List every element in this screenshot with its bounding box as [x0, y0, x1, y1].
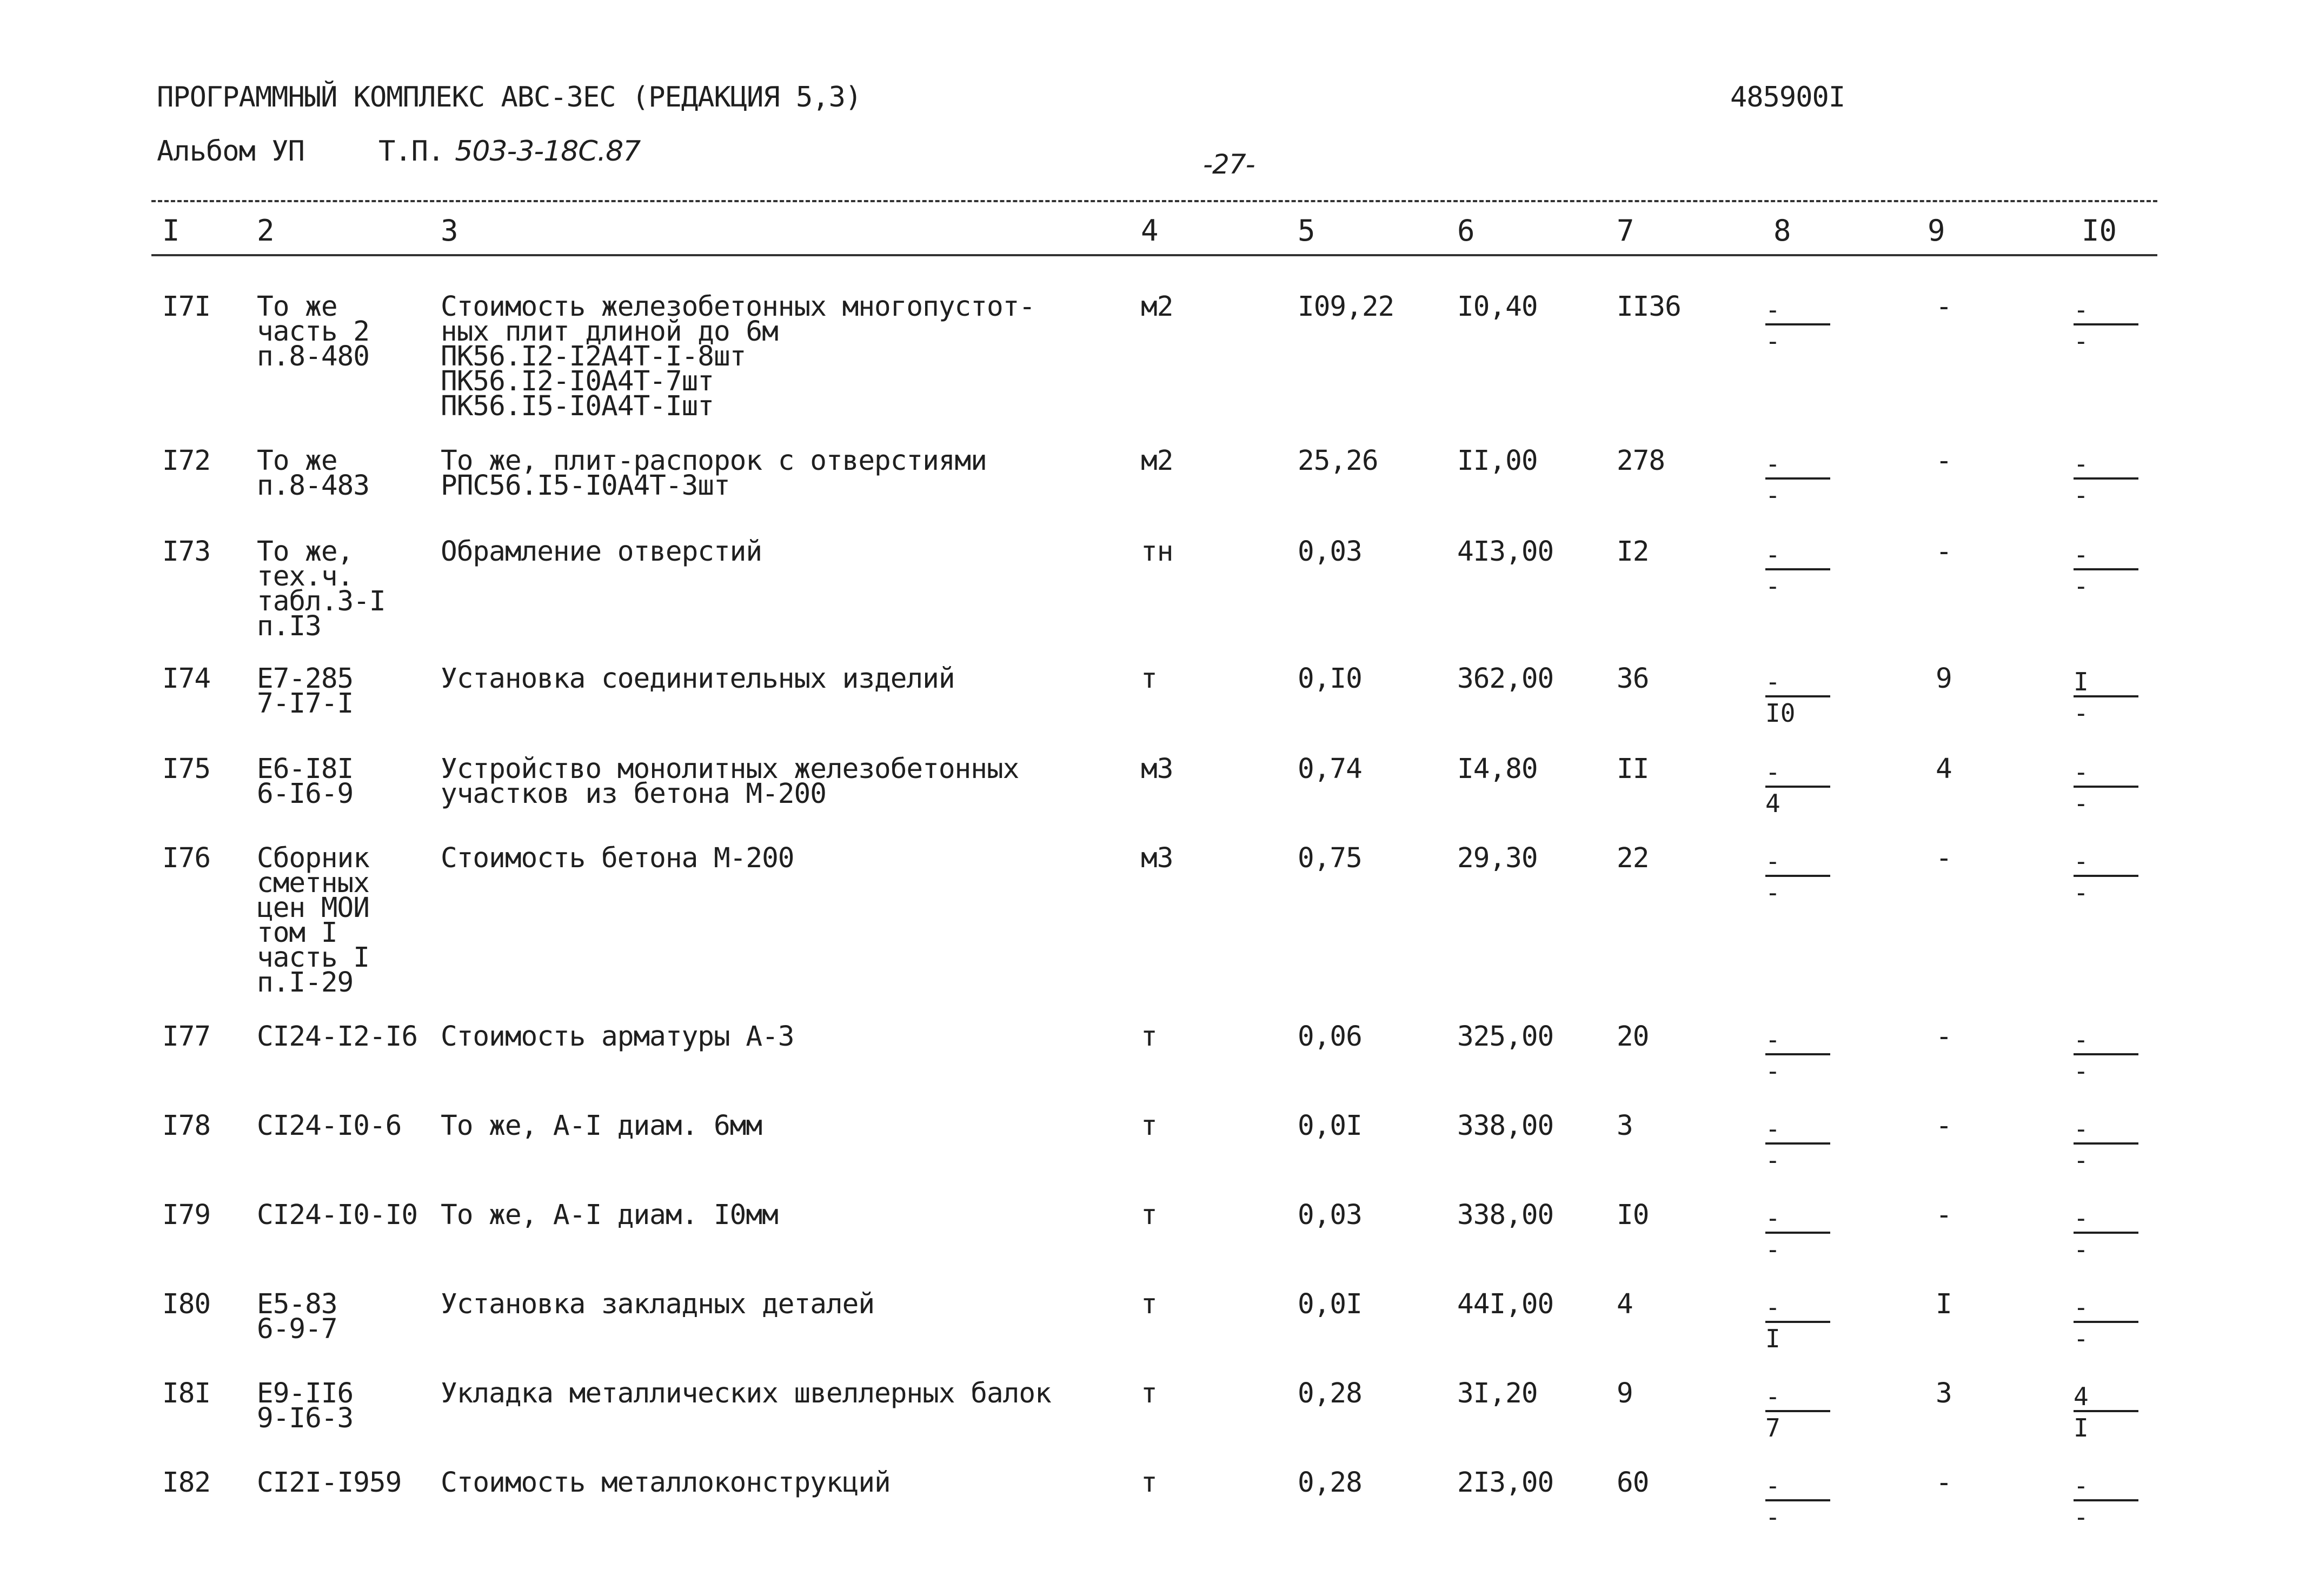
column-8-fraction-bar	[1765, 1053, 1830, 1055]
tp-reference	[378, 135, 640, 168]
column-10-fraction	[2074, 849, 2138, 908]
unit-of-measure: т	[1141, 1021, 1157, 1053]
column-8-fraction-bar	[1765, 1142, 1830, 1145]
column-8-fraction-bar	[1765, 786, 1830, 788]
norm-reference	[257, 1199, 418, 1231]
quantity: 0,75	[1298, 842, 1362, 874]
column-9-value: I	[1936, 1288, 1952, 1320]
total-cost: 20	[1617, 1021, 1649, 1053]
quantity: 0,28	[1298, 1378, 1362, 1409]
column-10-fraction-numerator: I	[2074, 667, 2089, 696]
work-description-line: РПС56.I5-I0А4Т-3шт	[441, 470, 730, 502]
norm-reference	[257, 445, 369, 502]
total-cost: I2	[1617, 536, 1649, 568]
unit-of-measure: м3	[1141, 842, 1173, 874]
column-10-fraction-numerator: -	[2074, 847, 2089, 876]
column-8-fraction-bar	[1765, 568, 1830, 570]
column-8-fraction	[1765, 757, 1830, 819]
norm-reference	[257, 1110, 402, 1142]
norm-reference-line: СI24-I0-I0	[257, 1199, 418, 1231]
norm-reference-line: п.I-29	[257, 967, 354, 999]
tp-value: 503-3-18С.87	[455, 135, 641, 168]
column-10-fraction-numerator: -	[2074, 1293, 2089, 1322]
column-9-value: 3	[1936, 1378, 1952, 1409]
column-8-fraction	[1765, 1203, 1830, 1265]
row-number: I73	[162, 536, 211, 568]
norm-reference-line: То же	[257, 291, 337, 323]
column-8-fraction-numerator: -	[1765, 757, 1780, 787]
column-8-fraction-numerator: -	[1765, 295, 1780, 324]
column-9-value: -	[1936, 842, 1952, 874]
unit-price: I0,40	[1457, 291, 1538, 323]
column-header-6: 6	[1457, 214, 1475, 248]
column-header-4: 4	[1141, 214, 1159, 248]
column-10-fraction-bar	[2074, 1499, 2138, 1501]
column-8-fraction-bar	[1765, 1499, 1830, 1501]
work-description	[441, 842, 794, 874]
quantity: 25,26	[1298, 445, 1378, 477]
column-8-fraction-numerator: -	[1765, 1382, 1780, 1411]
work-description	[441, 536, 762, 568]
total-cost: 3	[1617, 1110, 1633, 1142]
column-10-fraction-numerator: -	[2074, 295, 2089, 324]
column-8-fraction-bar	[1765, 1410, 1830, 1412]
work-description	[441, 291, 1035, 422]
norm-reference-line: том I	[257, 917, 337, 949]
column-10-fraction-numerator: -	[2074, 1203, 2089, 1233]
row-number: I80	[162, 1288, 211, 1320]
work-description-line: То же, плит-распорок с отверстиями	[441, 445, 987, 477]
unit-of-measure: т	[1141, 1199, 1157, 1231]
column-header-8: 8	[1773, 214, 1791, 248]
column-8-fraction-numerator: -	[1765, 540, 1780, 569]
column-header-2: 2	[257, 214, 275, 248]
norm-reference-line: СI24-I0-6	[257, 1110, 402, 1142]
column-8-fraction	[1765, 849, 1830, 908]
column-10-fraction-denominator: -	[2074, 789, 2089, 818]
column-10-fraction-denominator: -	[2074, 1056, 2089, 1086]
norm-reference-line: тех.ч.	[257, 561, 354, 593]
column-10-fraction	[2074, 451, 2138, 511]
column-8-fraction-bar	[1765, 1232, 1830, 1234]
column-8-fraction	[1765, 1295, 1830, 1354]
column-10-fraction	[2074, 1203, 2138, 1265]
column-9-value: -	[1936, 1110, 1952, 1142]
column-10-fraction-bar	[2074, 786, 2138, 788]
column-10-fraction-numerator: -	[2074, 1114, 2089, 1143]
column-10-fraction-bar	[2074, 1321, 2138, 1323]
work-description-line: Обрамление отверстий	[441, 536, 762, 568]
unit-price: 362,00	[1457, 663, 1554, 695]
unit-of-measure: т	[1141, 1467, 1157, 1499]
column-8-fraction-denominator: -	[1765, 1056, 1780, 1086]
work-description-line: Стоимость железобетонных многопустот-	[441, 291, 1035, 323]
column-8-fraction-bar	[1765, 323, 1830, 325]
quantity: 0,0I	[1298, 1110, 1362, 1142]
row-number: I77	[162, 1021, 211, 1053]
norm-reference-line: п.8-480	[257, 341, 369, 373]
column-10-fraction-bar	[2074, 1232, 2138, 1234]
row-number: I8I	[162, 1378, 211, 1409]
album-label: Альбом УП	[157, 135, 304, 168]
column-10-fraction-bar	[2074, 568, 2138, 570]
column-10-fraction-bar	[2074, 323, 2138, 325]
column-9-value: 9	[1936, 663, 1952, 695]
column-8-fraction-numerator: -	[1765, 1471, 1780, 1500]
unit-price: 325,00	[1457, 1021, 1554, 1053]
row-number: I74	[162, 663, 211, 695]
quantity: 0,28	[1298, 1467, 1362, 1499]
column-8-fraction	[1765, 1384, 1830, 1444]
work-description-line: ПК56.I2-I0А4Т-7шт	[441, 365, 714, 397]
unit-of-measure: м2	[1141, 291, 1173, 323]
column-10-fraction-bar	[2074, 1410, 2138, 1412]
work-description	[441, 753, 1019, 810]
column-8-fraction-denominator: -	[1765, 327, 1780, 356]
tp-label: Т.П.	[378, 135, 444, 168]
unit-of-measure: м2	[1141, 445, 1173, 477]
column-10-fraction-bar	[2074, 1142, 2138, 1145]
column-10-fraction-denominator: -	[2074, 327, 2089, 356]
column-10-fraction-bar	[2074, 875, 2138, 877]
column-8-fraction-denominator: 7	[1765, 1413, 1780, 1442]
norm-reference	[257, 1021, 418, 1053]
column-8-fraction-numerator: -	[1765, 1293, 1780, 1322]
column-9-value: -	[1936, 1199, 1952, 1231]
column-8-fraction-denominator: -	[1765, 1235, 1780, 1264]
column-10-fraction	[2074, 1027, 2138, 1087]
column-header-1: I	[162, 214, 180, 248]
work-description-line: То же, А-I диам. I0мм	[441, 1199, 778, 1231]
work-description	[441, 1378, 1051, 1409]
document-title: ПРОГРАММНЫЙ КОМПЛЕКС АВС-ЗЕС (РЕДАКЦИЯ 5,3)	[157, 81, 862, 114]
unit-of-measure: тн	[1141, 536, 1173, 568]
column-8-fraction-denominator: -	[1765, 878, 1780, 907]
work-description	[441, 445, 987, 502]
work-description-line: ПК56.I5-I0А4Т-Iшт	[441, 390, 714, 422]
row-number: I79	[162, 1199, 211, 1231]
total-cost: 278	[1617, 445, 1665, 477]
column-10-fraction-denominator: -	[2074, 1324, 2089, 1353]
column-8-fraction-bar	[1765, 875, 1830, 877]
column-10-fraction	[2074, 1295, 2138, 1354]
column-10-fraction-denominator: -	[2074, 571, 2089, 601]
column-9-value: -	[1936, 536, 1952, 568]
column-header-5: 5	[1298, 214, 1315, 248]
norm-reference	[257, 1378, 354, 1434]
row-number: I82	[162, 1467, 211, 1499]
column-9-value: -	[1936, 445, 1952, 477]
quantity: 0,0I	[1298, 1288, 1362, 1320]
column-8-fraction-numerator: -	[1765, 847, 1780, 876]
column-10-fraction	[2074, 1473, 2138, 1533]
unit-price: 338,00	[1457, 1199, 1554, 1231]
work-description-line: ных плит длиной до 6м	[441, 316, 778, 348]
norm-reference	[257, 1467, 402, 1499]
unit-price: 3I,20	[1457, 1378, 1538, 1409]
work-description	[441, 663, 955, 695]
unit-price: 338,00	[1457, 1110, 1554, 1142]
header-rule	[151, 254, 2157, 256]
column-8-fraction	[1765, 1116, 1830, 1176]
quantity: 0,06	[1298, 1021, 1362, 1053]
norm-reference-line: Е6-I8I	[257, 753, 354, 785]
column-8-fraction	[1765, 669, 1830, 729]
quantity: 0,I0	[1298, 663, 1362, 695]
document-code: 485900I	[1730, 81, 1845, 114]
work-description	[441, 1110, 762, 1142]
column-8-fraction-denominator: 4	[1765, 789, 1780, 818]
column-10-fraction-bar	[2074, 695, 2138, 697]
total-cost: 36	[1617, 663, 1649, 695]
norm-reference	[257, 663, 354, 720]
column-10-fraction-bar	[2074, 1053, 2138, 1055]
column-8-fraction	[1765, 1027, 1830, 1087]
norm-reference-line: Е9-II6	[257, 1378, 354, 1409]
work-description	[441, 1021, 794, 1053]
column-10-fraction-denominator: -	[2074, 699, 2089, 728]
column-8-fraction-denominator: -	[1765, 481, 1780, 510]
norm-reference-line: часть 2	[257, 316, 369, 348]
column-header-10: I0	[2082, 214, 2117, 248]
column-8-fraction-numerator: -	[1765, 1025, 1780, 1054]
column-10-fraction-denominator: -	[2074, 1146, 2089, 1175]
work-description-line: Установка соединительных изделий	[441, 663, 955, 695]
column-10-fraction	[2074, 1384, 2138, 1444]
work-description-line: Стоимость бетона М-200	[441, 842, 794, 874]
page-number: -27-	[1203, 149, 1255, 180]
row-number: I75	[162, 753, 211, 785]
row-number: I78	[162, 1110, 211, 1142]
norm-reference-line: п.I3	[257, 610, 321, 642]
unit-price: 29,30	[1457, 842, 1538, 874]
work-description	[441, 1199, 778, 1231]
column-header-3: 3	[441, 214, 459, 248]
work-description-line: участков из бетона М-200	[441, 778, 826, 810]
column-8-fraction-denominator: -	[1765, 1146, 1780, 1175]
norm-reference-line: п.8-483	[257, 470, 369, 502]
column-10-fraction	[2074, 1116, 2138, 1176]
row-number: I7I	[162, 291, 211, 323]
quantity: 0,74	[1298, 753, 1362, 785]
norm-reference-line: То же,	[257, 536, 354, 568]
work-description-line: Стоимость металлоконструкций	[441, 1467, 891, 1499]
column-10-fraction	[2074, 669, 2138, 729]
unit-price: 44I,00	[1457, 1288, 1554, 1320]
norm-reference-line: цен МОИ	[257, 892, 369, 924]
total-cost: II36	[1617, 291, 1681, 323]
column-9-value: 4	[1936, 753, 1952, 785]
norm-reference-line: табл.3-I	[257, 586, 386, 617]
unit-of-measure: м3	[1141, 753, 1173, 785]
work-description-line: ПК56.I2-I2А4Т-I-8шт	[441, 341, 746, 373]
norm-reference	[257, 291, 369, 373]
unit-of-measure: т	[1141, 1110, 1157, 1142]
norm-reference-line: 6-9-7	[257, 1313, 337, 1345]
quantity: 0,03	[1298, 536, 1362, 568]
column-10-fraction	[2074, 542, 2138, 602]
column-10-fraction-numerator: -	[2074, 757, 2089, 787]
norm-reference-line: 6-I6-9	[257, 778, 354, 810]
column-10-fraction-denominator: -	[2074, 1502, 2089, 1532]
work-description-line: Стоимость арматуры А-3	[441, 1021, 794, 1053]
column-8-fraction-denominator: -	[1765, 1502, 1780, 1532]
total-cost: 22	[1617, 842, 1649, 874]
unit-of-measure: т	[1141, 1288, 1157, 1320]
column-8-fraction-numerator: -	[1765, 667, 1780, 696]
row-number: I76	[162, 842, 211, 874]
norm-reference	[257, 536, 386, 642]
column-10-fraction-denominator: -	[2074, 1235, 2089, 1264]
column-10-fraction-denominator: -	[2074, 481, 2089, 510]
total-cost: 4	[1617, 1288, 1633, 1320]
column-8-fraction-numerator: -	[1765, 1114, 1780, 1143]
unit-of-measure: т	[1141, 1378, 1157, 1409]
work-description-line: То же, А-I диам. 6мм	[441, 1110, 762, 1142]
column-10-fraction	[2074, 757, 2138, 819]
column-8-fraction-denominator: -	[1765, 571, 1780, 601]
column-header-7: 7	[1617, 214, 1634, 248]
column-10-fraction	[2074, 297, 2138, 357]
norm-reference-line: часть I	[257, 942, 369, 974]
column-10-fraction-numerator: -	[2074, 449, 2089, 478]
row-number: I72	[162, 445, 211, 477]
norm-reference-line: 9-I6-3	[257, 1402, 354, 1434]
column-10-fraction-denominator: I	[2074, 1413, 2089, 1442]
column-8-fraction-denominator: I	[1765, 1324, 1780, 1353]
unit-of-measure: т	[1141, 663, 1157, 695]
column-8-fraction-bar	[1765, 477, 1830, 480]
norm-reference-line: 7-I7-I	[257, 688, 354, 720]
norm-reference-line: То же	[257, 445, 337, 477]
total-cost: 60	[1617, 1467, 1649, 1499]
unit-price: 4I3,00	[1457, 536, 1554, 568]
total-cost: II	[1617, 753, 1649, 785]
quantity: I09,22	[1298, 291, 1394, 323]
unit-price: I4,80	[1457, 753, 1538, 785]
column-10-fraction-numerator: 4	[2074, 1382, 2089, 1411]
column-8-fraction	[1765, 297, 1830, 357]
column-8-fraction-numerator: -	[1765, 1203, 1780, 1233]
column-8-fraction	[1765, 451, 1830, 511]
norm-reference	[257, 842, 369, 999]
column-8-fraction-bar	[1765, 695, 1830, 697]
norm-reference-line: СI24-I2-I6	[257, 1021, 418, 1053]
unit-price: II,00	[1457, 445, 1538, 477]
column-9-value: -	[1936, 1467, 1952, 1499]
work-description-line: Укладка металлических швеллерных балок	[441, 1378, 1051, 1409]
work-description-line: Установка закладных деталей	[441, 1288, 875, 1320]
unit-price: 2I3,00	[1457, 1467, 1554, 1499]
column-10-fraction-bar	[2074, 477, 2138, 480]
norm-reference-line: Е7-285	[257, 663, 354, 695]
column-10-fraction-numerator: -	[2074, 540, 2089, 569]
norm-reference-line: сметных	[257, 867, 369, 899]
column-8-fraction	[1765, 1473, 1830, 1533]
total-cost: 9	[1617, 1378, 1633, 1409]
header-rule-dashed	[151, 200, 2157, 202]
norm-reference-line: Сборник	[257, 842, 369, 874]
quantity: 0,03	[1298, 1199, 1362, 1231]
norm-reference-line: Е5-83	[257, 1288, 337, 1320]
norm-reference-line: СI2I-I959	[257, 1467, 402, 1499]
total-cost: I0	[1617, 1199, 1649, 1231]
norm-reference	[257, 753, 354, 810]
column-8-fraction-bar	[1765, 1321, 1830, 1323]
work-description	[441, 1288, 875, 1320]
norm-reference	[257, 1288, 337, 1345]
column-8-fraction	[1765, 542, 1830, 602]
column-9-value: -	[1936, 1021, 1952, 1053]
column-9-value: -	[1936, 291, 1952, 323]
work-description	[441, 1467, 891, 1499]
column-header-9: 9	[1928, 214, 1945, 248]
column-8-fraction-numerator: -	[1765, 449, 1780, 478]
column-10-fraction-numerator: -	[2074, 1025, 2089, 1054]
work-description-line: Устройство монолитных железобетонных	[441, 753, 1019, 785]
column-8-fraction-denominator: I0	[1765, 699, 1796, 728]
column-10-fraction-numerator: -	[2074, 1471, 2089, 1500]
column-10-fraction-denominator: -	[2074, 878, 2089, 907]
